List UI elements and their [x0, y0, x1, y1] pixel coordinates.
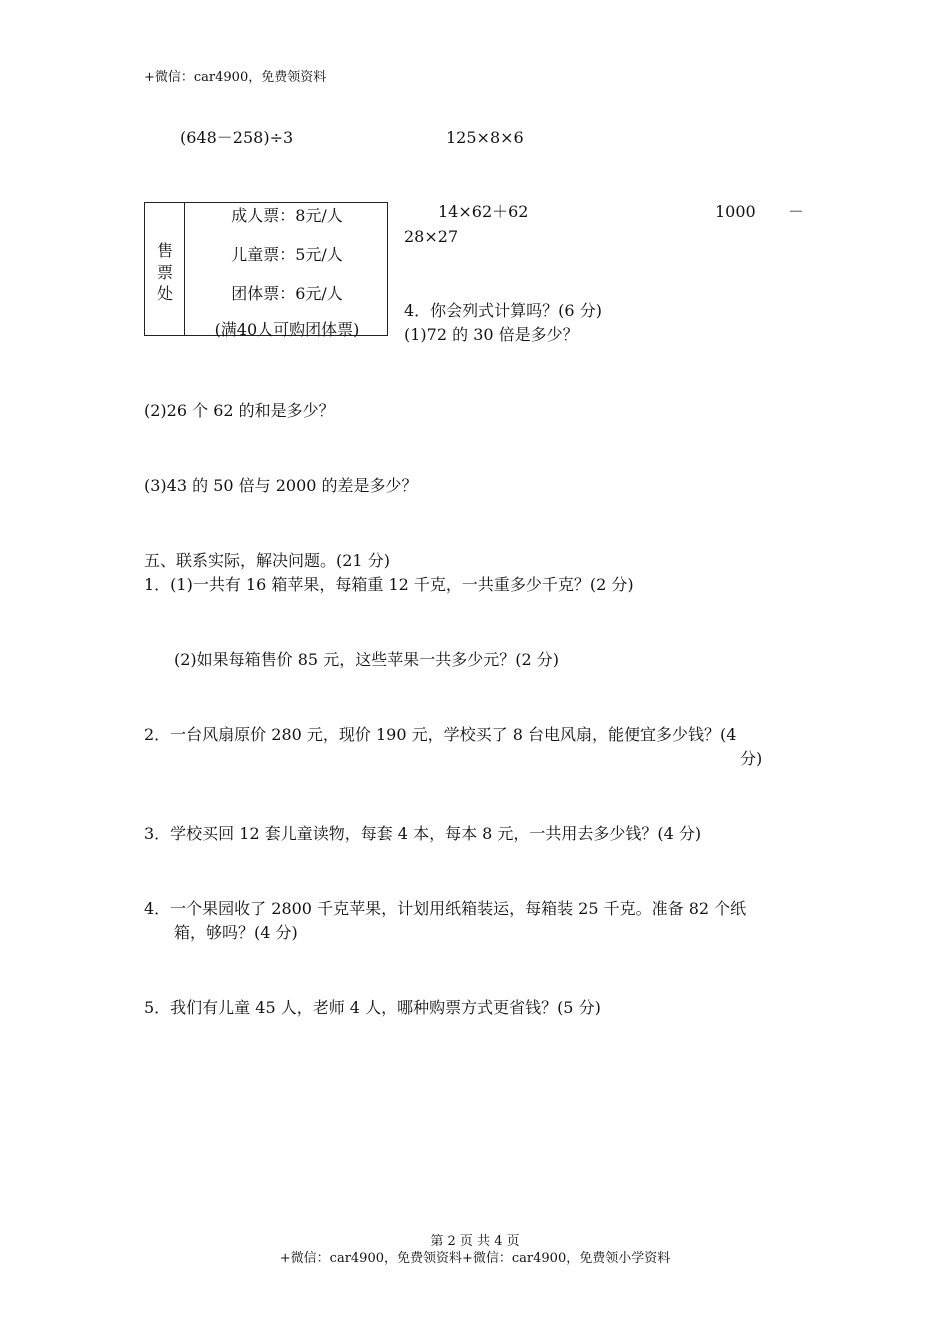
- side-char: 处: [156, 284, 173, 303]
- price-child: 儿童票：5元/人: [231, 245, 343, 264]
- footer-watermark: +微信：car4900，免费领资料+微信：car4900，免费领小学资料: [279, 1251, 671, 1266]
- side-char: 售: [156, 241, 173, 260]
- expression-4-part-b: 28×27: [404, 227, 459, 246]
- ticket-office-box: [144, 202, 388, 339]
- expression-2: 125×8×6: [446, 128, 524, 147]
- price-adult: 成人票：8元/人: [231, 206, 343, 225]
- problem-4-line-1: 4．一个果园收了 2800 千克苹果，计划用纸箱装运，每箱装 25 千克。准备 82 个纸: [144, 899, 747, 918]
- problem-4-line-2: 箱，够吗？(4 分): [174, 923, 298, 942]
- header-watermark: +微信：car4900，免费领资料: [144, 70, 327, 85]
- problem-5: 5．我们有儿童 45 人，老师 4 人，哪种购票方式更省钱？(5 分): [144, 998, 601, 1017]
- question-4-title: 4．你会列式计算吗？(6 分): [404, 301, 602, 320]
- question-4-item-3: (3)43 的 50 倍与 2000 的差是多少？: [144, 476, 418, 495]
- ticket-office-label: [145, 203, 185, 335]
- expression-4-part-a: 1000: [715, 202, 756, 221]
- question-4-item-2: (2)26 个 62 的和是多少？: [144, 401, 335, 420]
- side-char: 票: [156, 263, 173, 282]
- problem-1-part-1: 1．(1)一共有 16 箱苹果，每箱重 12 千克，一共重多少千克？(2 分): [144, 575, 634, 594]
- price-group: 团体票：6元/人: [231, 284, 343, 303]
- expression-3: 14×62＋62: [438, 202, 529, 221]
- problem-1-part-2: (2)如果每箱售价 85 元，这些苹果一共多少元？(2 分): [174, 650, 559, 669]
- expression-1: (648－258)÷3: [180, 128, 294, 147]
- question-4-item-1: (1)72 的 30 倍是多少？: [404, 325, 579, 344]
- page-number: 第 2 页 共 4 页: [430, 1234, 520, 1249]
- problem-2-line-2: 分): [740, 749, 763, 768]
- group-note: (满40人可购团体票): [214, 320, 360, 339]
- expression-4-operator: －: [788, 202, 805, 221]
- problem-2-line-1: 2．一台风扇原价 280 元，现价 190 元，学校买了 8 台电风扇，能便宜多少钱？(4: [144, 725, 737, 744]
- problem-3: 3．学校买回 12 套儿童读物，每套 4 本，每本 8 元，一共用去多少钱？(4 分): [144, 824, 702, 843]
- section-5-title: 五、联系实际，解决问题。(21 分): [144, 551, 390, 570]
